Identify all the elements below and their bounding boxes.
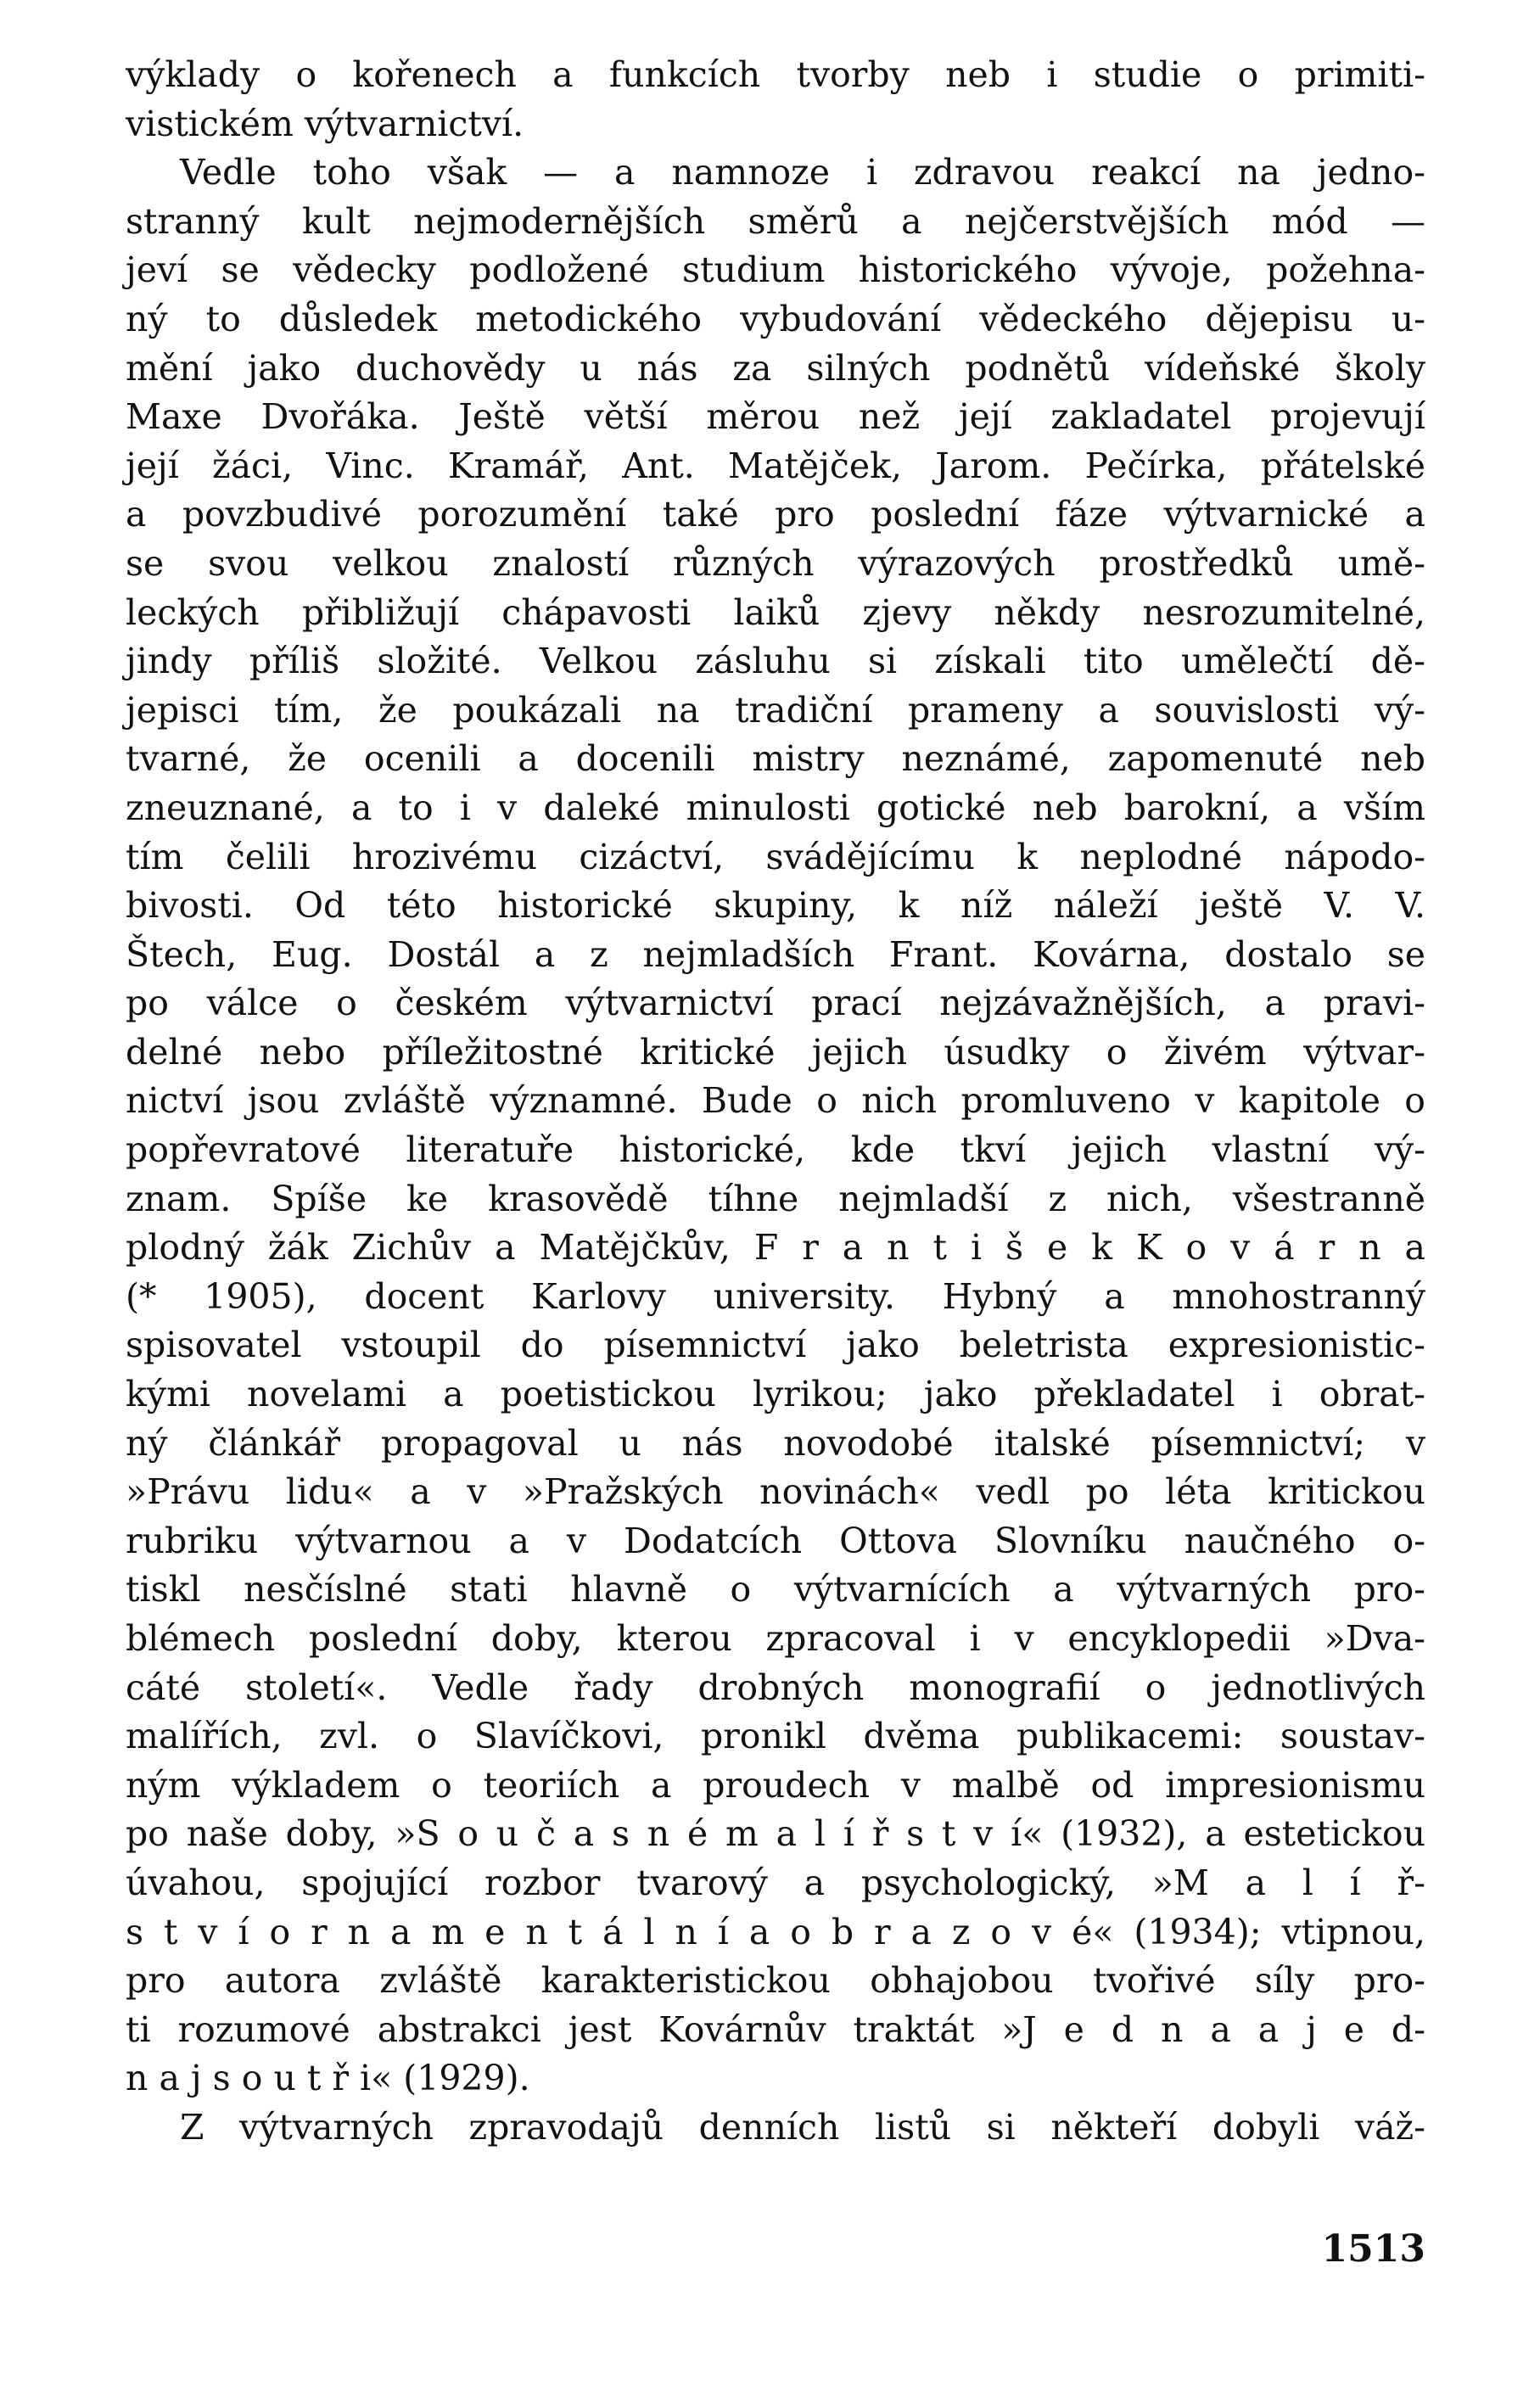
text-line: ti rozumové abstrakci jest Kovárnův traktát »J e d n a a j e d-: [126, 2008, 1425, 2050]
text-line: tím čelili hrozivému cizáctví, svádějícímu k neplodné nápodo-: [126, 836, 1425, 877]
text-line: Z výtvarných zpravodajů denních listů si někteří dobyli váž-: [180, 2106, 1425, 2148]
text-line: rubriku výtvarnou a v Dodatcích Ottova Slovníku naučného o-: [126, 1520, 1425, 1561]
text-line: cáté století«. Vedle řady drobných monografií o jednotlivých: [126, 1666, 1425, 1708]
text-line: stranný kult nejmodernějších směrů a nejčerstvějších mód —: [126, 200, 1425, 242]
text-line: (* 1905), docent Karlovy university. Hybný a mnohostranný: [126, 1275, 1425, 1317]
text-line: pro autora zvláště karakteristickou obhajobou tvořivé síly pro-: [126, 1960, 1425, 2002]
text-line: Maxe Dvořáka. Ještě větší měrou než její zakladatel projevují: [126, 396, 1425, 438]
text-line: mění jako duchovědy u nás za silných podnětů vídeňské školy: [126, 347, 1425, 389]
text-line: ným výkladem o teoriích a proudech v malbě od impresionismu: [126, 1764, 1425, 1806]
text-line: delné nebo příležitostné kritické jejich úsudky o živém výtvar-: [126, 1031, 1425, 1073]
text-line: po válce o českém výtvarnictví prací nejzávažnějších, a pravi-: [126, 983, 1425, 1024]
text-page: [126, 51, 1425, 2153]
text-line: »Právu lidu« a v »Pražských novinách« vedl po léta kritickou: [126, 1471, 1425, 1513]
text-line: výklady o kořenech a funkcích tvorby neb i studie o primiti-: [126, 54, 1425, 95]
text-line: tiskl nesčíslné stati hlavně o výtvarnících a výtvarných pro-: [126, 1569, 1425, 1610]
text-line: nictví jsou zvláště významné. Bude o nich promluveno v kapitole o: [126, 1080, 1425, 1122]
text-line: blémech poslední doby, kterou zpracoval i v encyklopedii »Dva-: [126, 1618, 1425, 1659]
text-line: její žáci, Vinc. Kramář, Ant. Matějček, Jarom. Pečírka, přátelské: [126, 445, 1425, 486]
text-line: a povzbudivé porozumění také pro poslední fáze výtvarnické a: [126, 494, 1425, 535]
text-line: bivosti. Od této historické skupiny, k níž náleží ještě V. V.: [126, 885, 1425, 927]
text-line: jindy příliš složité. Velkou zásluhu si získali tito umělečtí dě-: [126, 641, 1425, 682]
text-line: s t v í o r n a m e n t á l n í a o b r a z o v é« (1934); vtipnou,: [126, 1911, 1425, 1952]
text-line: znam. Spíše ke krasovědě tíhne nejmladší z nich, všestranně: [126, 1178, 1425, 1219]
text-line: tvarné, že ocenili a docenili mistry neznámé, zapomenuté neb: [126, 738, 1425, 780]
text-line: malířích, zvl. o Slavíčkovi, pronikl dvěma publikacemi: soustav-: [126, 1716, 1425, 1757]
text-line: jepisci tím, že poukázali na tradiční prameny a souvislosti vý-: [126, 689, 1425, 731]
text-line: vistickém výtvarnictví.: [126, 103, 524, 144]
text-line: ný to důsledek metodického vybudování vědeckého dějepisu u-: [126, 298, 1425, 339]
page-number: 1513: [1321, 2227, 1425, 2271]
text-line: popřevratové literatuře historické, kde tkví jejich vlastní vý-: [126, 1129, 1425, 1171]
text-line: úvahou, spojující rozbor tvarový a psychologický, »M a l í ř-: [126, 1862, 1425, 1903]
text-line: zneuznané, a to i v daleké minulosti gotické neb barokní, a vším: [126, 787, 1425, 828]
text-line: Vedle toho však — a namnoze i zdravou reakcí na jedno-: [180, 152, 1425, 193]
text-line: se svou velkou znalostí různých výrazových prostředků umě-: [126, 542, 1425, 584]
text-line: n a j s o u t ř i« (1929).: [126, 2058, 530, 2099]
text-line: spisovatel vstoupil do písemnictví jako beletrista expresionistic-: [126, 1325, 1425, 1366]
text-line: kými novelami a poetistickou lyrikou; jako překladatel i obrat-: [126, 1374, 1425, 1415]
text-line: jeví se vědecky podložené studium historického vývoje, požehna-: [126, 249, 1425, 291]
text-column: [126, 51, 1425, 2153]
text-line: po naše doby, »S o u č a s n é m a l í ř s t v í« (1932), a estetickou: [126, 1813, 1425, 1855]
text-line: leckých přibližují chápavosti laiků zjevy někdy nesrozumitelné,: [126, 591, 1425, 633]
text-line: ný článkář propagoval u nás novodobé italské písemnictví; v: [126, 1422, 1425, 1464]
text-line: plodný žák Zichův a Matějčkův, F r a n t i š e k K o v á r n a: [126, 1227, 1425, 1269]
text-line: Štech, Eug. Dostál a z nejmladších Frant. Kovárna, dostalo se: [126, 933, 1425, 975]
